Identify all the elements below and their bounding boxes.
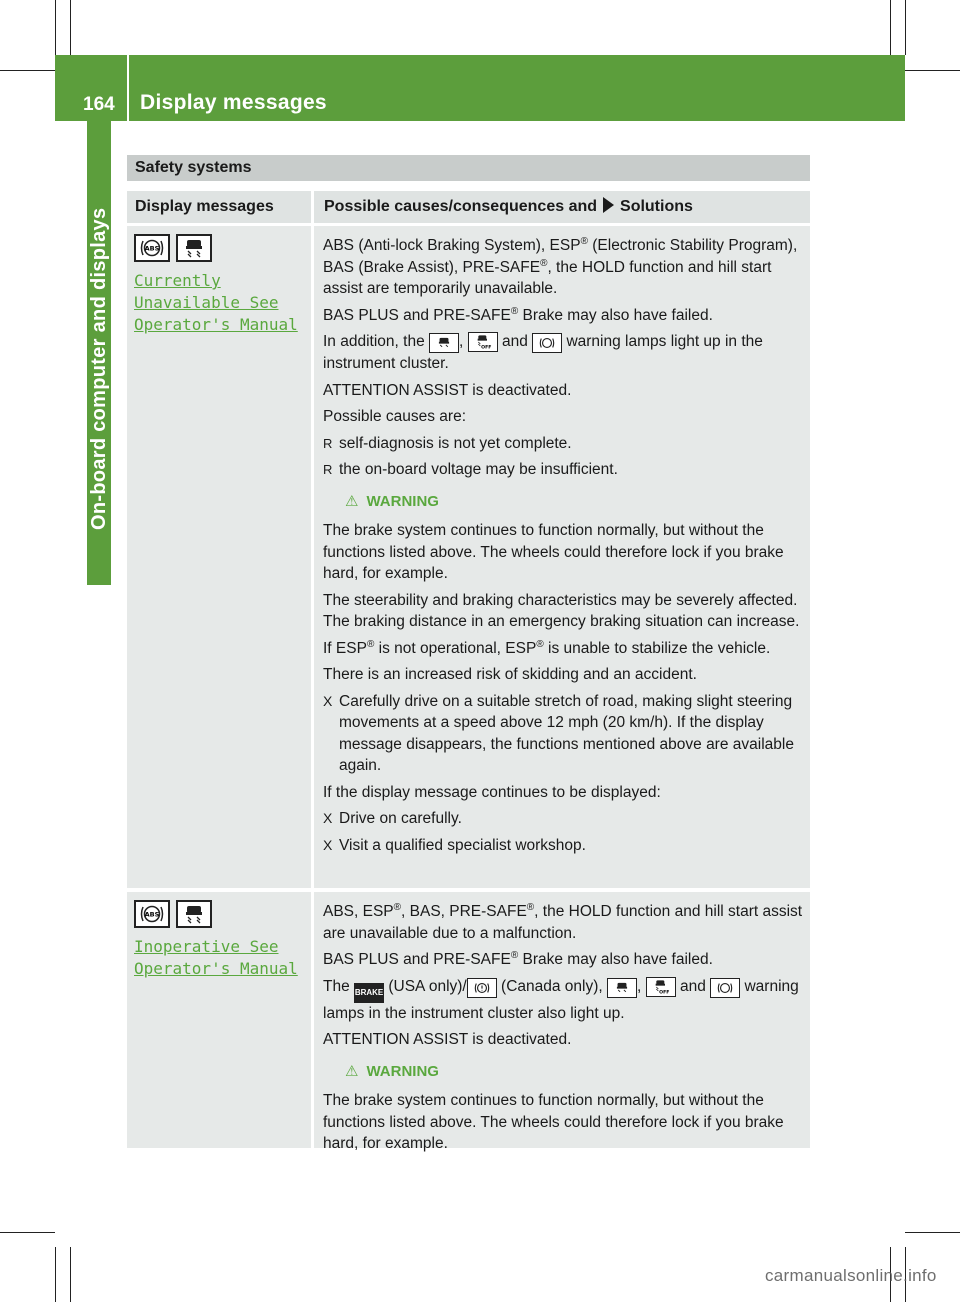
- paragraph: The brake system continues to function normally, but without the functions listed above. The wheels could therefore lock if you brake hard, for example.: [323, 1092, 784, 1152]
- display-message-text: [134, 936, 311, 980]
- paragraph: The steerability and braking characteristics may be severely affected. The braking distance in an emergency braking situation can increase.: [323, 591, 800, 630]
- registered-mark: ®: [366, 638, 375, 650]
- text: ABS (Anti-lock Braking System), ESP: [323, 237, 581, 254]
- esp-off-icon-text: OFF: [658, 990, 670, 995]
- paragraph: [323, 976, 806, 1025]
- text: is unable to stabilize the vehicle.: [543, 639, 771, 657]
- registered-mark: ®: [526, 901, 535, 913]
- text: , the HOLD function and hill start assist are unavailable due to a malfunction.: [323, 903, 803, 942]
- display-message-text: [134, 270, 311, 336]
- crop-mark: [905, 1232, 960, 1233]
- bullet-item: R self-diagnosis is not yet complete.: [323, 433, 806, 455]
- warning-triangle-icon: ⚠: [345, 492, 359, 510]
- brake-warning-icon: [467, 978, 497, 998]
- watermark: carmanualsonline.info: [765, 1266, 937, 1285]
- text: warning lamps light up in the instrument cluster.: [323, 333, 763, 372]
- crop-mark: [905, 70, 960, 71]
- paragraph: Possible causes are:: [323, 408, 467, 425]
- action-arrow-icon: [603, 197, 614, 213]
- table-row-1-message-cell: [127, 226, 311, 888]
- paragraph: [323, 638, 806, 660]
- action-item: X Carefully drive on a suitable stretch of road, making slight steering movements at a speed above 12 mph (20 km/h). If the display message disappears, the functions mentioned above are available again.: [323, 691, 806, 777]
- registered-mark: ®: [510, 949, 519, 961]
- col2-header-b: Solutions: [620, 198, 693, 215]
- brake-icon: [354, 983, 384, 1003]
- text: warning lamps in the instrument cluster also light up.: [323, 977, 799, 1022]
- paragraph: If the display message continues to be displayed:: [323, 783, 661, 801]
- registered-mark: ®: [393, 901, 402, 913]
- registered-mark: ®: [580, 235, 588, 247]
- paragraph: There is an increased risk of skidding and an accident.: [323, 666, 697, 683]
- paragraph: The brake system continues to function normally, but without the functions listed above. The wheels could therefore lock if you brake hard, for example.: [323, 522, 784, 582]
- crop-mark: [70, 0, 71, 55]
- section-title: [127, 155, 810, 181]
- warning-label: WARNING: [366, 1062, 439, 1080]
- text: , the HOLD function and hill start assist are temporarily unavailable.: [323, 258, 772, 297]
- esp-off-icon: [468, 332, 498, 352]
- bullet-item: R the on-board voltage may be insufficient.: [323, 459, 806, 481]
- section-title-text: Safety systems: [135, 159, 252, 176]
- text: Brake may also have failed.: [518, 951, 713, 968]
- paragraph: [323, 901, 806, 944]
- text: (Electronic Stability: [587, 237, 725, 254]
- page-title: Display messages: [140, 91, 327, 114]
- crop-mark: [55, 1247, 56, 1302]
- crop-mark: [0, 70, 55, 71]
- paragraph: ATTENTION ASSIST is deactivated.: [323, 381, 572, 399]
- abs-icon-text: ABS: [144, 244, 160, 253]
- crop-mark: [55, 0, 56, 55]
- paragraph: [323, 949, 806, 971]
- col1-header: Display messages: [135, 198, 274, 215]
- esp-icon: [607, 978, 637, 998]
- text: If ESP: [323, 639, 367, 657]
- text: is not operational, ESP: [374, 639, 537, 657]
- crop-mark: [890, 0, 891, 55]
- text: Program), BAS (Brake Assist), PRE-SAFE: [323, 237, 798, 276]
- esp-icon: [429, 333, 459, 353]
- text: Brake may also have failed.: [518, 306, 713, 324]
- table-row-2-solution-cell: [314, 892, 810, 1152]
- action-item: X Drive on carefully.: [323, 808, 806, 830]
- side-tab-label: On-board computer and displays: [88, 207, 110, 530]
- esp-warning-icon: [176, 900, 212, 928]
- text: BAS PLUS and PRE-SAFE: [323, 951, 511, 968]
- text: and: [679, 977, 706, 995]
- registered-mark: ®: [536, 638, 544, 650]
- table-header-display-messages: [127, 191, 311, 223]
- message-line: Inoperative See: [134, 937, 279, 956]
- text: BAS PLUS and PRE-SAFE: [323, 306, 511, 324]
- abs-icon: [710, 978, 740, 998]
- brake-icon-text: BRAKE: [354, 987, 384, 997]
- table-row-1-solution-cell: [314, 226, 810, 888]
- abs-warning-icon: [134, 900, 170, 928]
- text: In addition, the: [323, 333, 425, 350]
- abs-icon: [532, 333, 562, 353]
- text: The: [323, 977, 350, 995]
- message-line: Operator's Manual: [134, 315, 298, 334]
- paragraph: [323, 235, 806, 300]
- text: ,: [637, 977, 642, 995]
- text: ,: [459, 333, 464, 350]
- esp-off-icon: [646, 977, 676, 997]
- text: and: [501, 333, 528, 350]
- message-line: Operator's Manual: [134, 959, 298, 978]
- text: (Canada only),: [501, 977, 603, 995]
- registered-mark: ®: [540, 257, 548, 269]
- text: ABS, ESP: [323, 903, 394, 920]
- warning-heading: [345, 1061, 806, 1083]
- esp-warning-icon: [176, 234, 212, 262]
- esp-off-icon-text: OFF: [480, 345, 492, 350]
- warning-label: WARNING: [366, 492, 439, 510]
- icon-group: [134, 900, 311, 928]
- page-number: 164: [83, 94, 115, 115]
- text: , BAS, PRE-SAFE: [401, 903, 527, 920]
- abs-icon-text: ABS: [144, 910, 160, 919]
- warning-triangle-icon: ⚠: [345, 1062, 359, 1080]
- registered-mark: ®: [510, 305, 519, 317]
- abs-warning-icon: [134, 234, 170, 262]
- crop-mark: [0, 1232, 55, 1233]
- message-line: Currently: [134, 271, 221, 290]
- header-separator: [127, 55, 129, 121]
- crop-mark: [70, 1247, 71, 1302]
- paragraph: ATTENTION ASSIST is deactivated.: [323, 1031, 572, 1048]
- message-line: Unavailable See: [134, 293, 279, 312]
- warning-heading: [345, 491, 806, 513]
- icon-group: [134, 234, 311, 262]
- action-item: X Visit a qualified specialist workshop.: [323, 835, 806, 857]
- table-header-causes: [314, 191, 810, 223]
- paragraph: [323, 331, 806, 375]
- paragraph: [323, 305, 806, 327]
- col2-header-a: Possible causes/consequences and: [324, 198, 598, 215]
- text: (USA only)/: [388, 977, 467, 995]
- table-row-2-message-cell: [127, 892, 311, 1148]
- crop-mark: [905, 0, 906, 55]
